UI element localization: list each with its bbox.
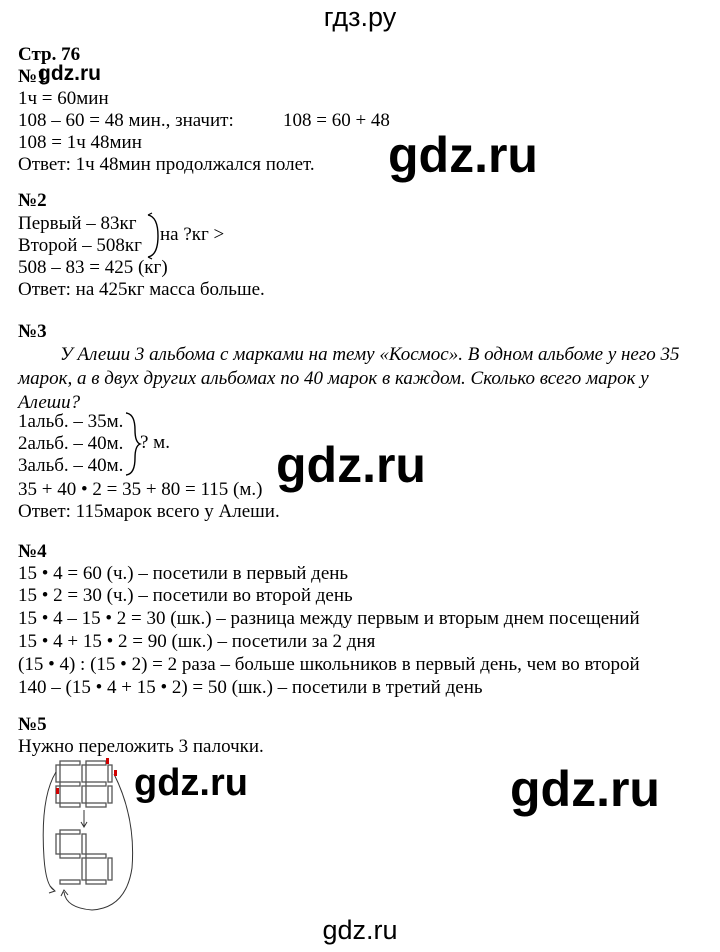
watermark-medium: gdz.ru (134, 762, 248, 804)
task4-line-1: 15 • 4 = 60 (ч.) – посетили в первый день (18, 563, 349, 584)
watermark-bottom: gdz.ru (322, 915, 398, 945)
task3-line-1: 1альб. – 35м. (18, 411, 124, 432)
task2-line-2: Второй – 508кг (18, 235, 142, 256)
task4-line-4: 15 • 4 + 15 • 2 = 90 (шк.) – посетили за 2 дня (18, 631, 376, 652)
task2-line-3: 508 – 83 = 425 (кг) (18, 257, 168, 278)
matchstick-diagram (36, 758, 148, 914)
task2-answer: Ответ: на 425кг масса больше. (18, 279, 265, 300)
task3-number: №3 (18, 321, 47, 342)
task4-line-2: 15 • 2 = 30 (ч.) – посетили во второй день (18, 585, 353, 606)
task5-line-1: Нужно переложить 3 палочки. (18, 736, 264, 757)
task4-line-3: 15 • 4 – 15 • 2 = 30 (шк.) – разница между первым и вторым днем посещений (18, 608, 640, 629)
watermark-large-1: gdz.ru (388, 127, 538, 183)
task1-number: №1 (18, 66, 47, 87)
watermark-large-2: gdz.ru (276, 437, 426, 493)
task2-number: №2 (18, 190, 47, 211)
task4-line-6: 140 – (15 • 4 + 15 • 2) = 50 (шк.) – посетили в третий день (18, 677, 483, 698)
task3-line-4: 35 + 40 • 2 = 35 + 80 = 115 (м.) (18, 479, 263, 500)
task1-line-2: 108 – 60 = 48 мин., значит: (18, 110, 234, 131)
task3-line-3: 3альб. – 40м. (18, 455, 124, 476)
task1-answer: Ответ: 1ч 48мин продолжался полет. (18, 154, 315, 175)
task3-question: ? м. (140, 432, 170, 453)
task3-line-2: 2альб. – 40м. (18, 433, 124, 454)
task3-answer: Ответ: 115марок всего у Алеши. (18, 501, 280, 522)
task4-number: №4 (18, 541, 47, 562)
task4-line-5: (15 • 4) : (15 • 2) = 2 раза – больше школьников в первый день, чем во второй (18, 654, 640, 675)
task1-line-2b: 108 = 60 + 48 (283, 110, 390, 131)
watermark-inline: gdz.ru (38, 62, 101, 85)
task1-line-1: 1ч = 60мин (18, 88, 109, 109)
watermark-top: гдз.ру (323, 2, 397, 32)
task2-line-1: Первый – 83кг (18, 213, 137, 234)
task5-number: №5 (18, 714, 47, 735)
task1-line-3: 108 = 1ч 48мин (18, 132, 142, 153)
task3-problem-text: У Алеши 3 альбома с марками на тему «Космос». В одном альбоме у него 35 марок, а в двух других альбомах по 40 марок в каждом. Сколько всего марок у Алеши? (18, 344, 680, 413)
page-label: Стр. 76 (18, 44, 81, 65)
watermark-large-3: gdz.ru (510, 761, 660, 817)
task2-compare: на ?кг > (160, 224, 225, 245)
